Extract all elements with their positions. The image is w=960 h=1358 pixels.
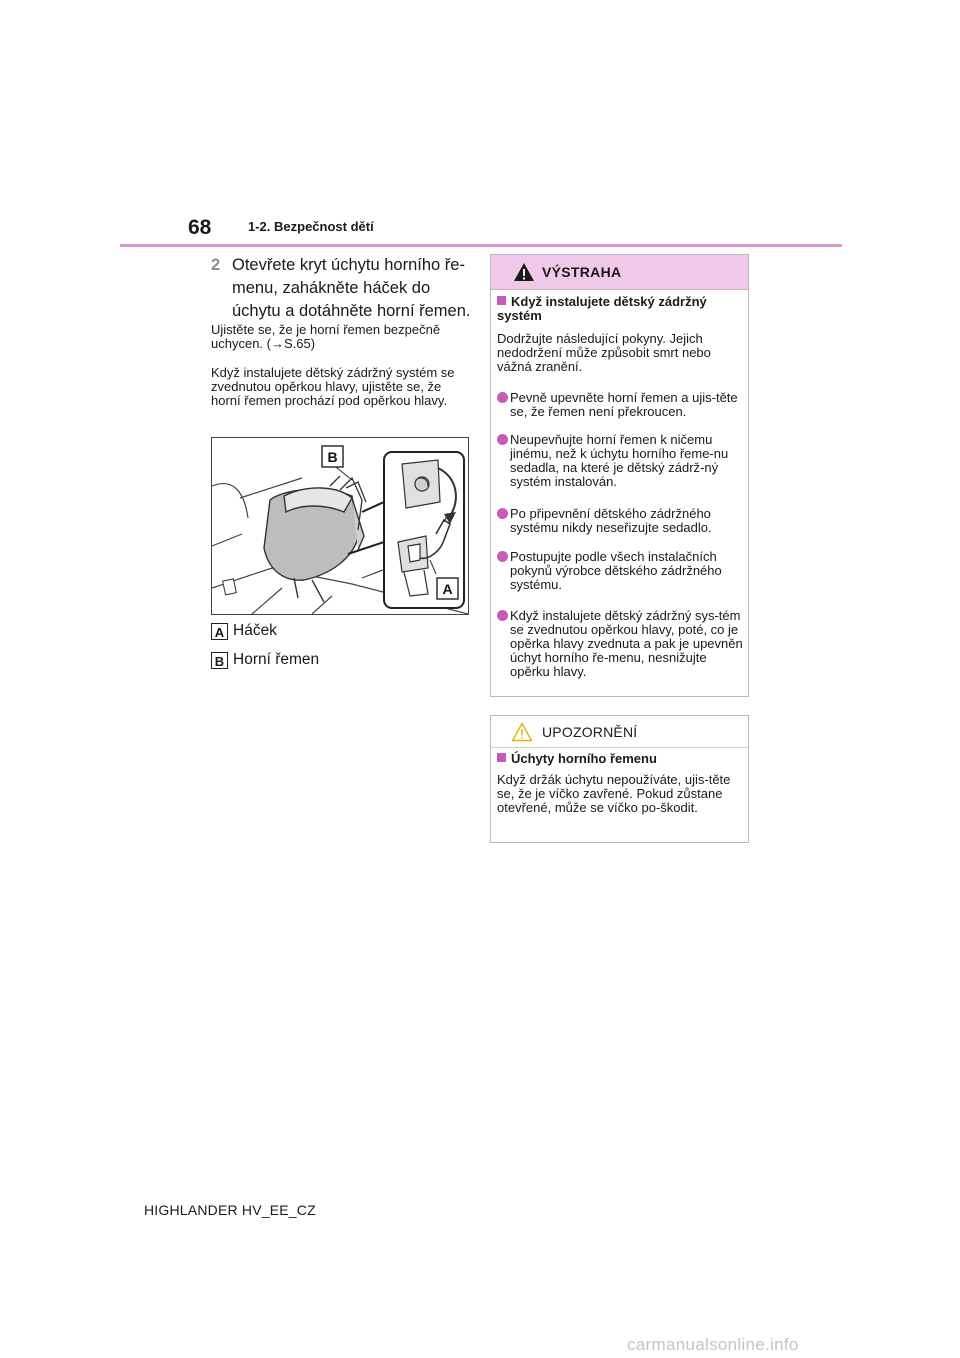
note-headrest: Když instalujete dětský zádržný systém se zvednutou opěrkou hlavy, ujistěte se, že horní řemen prochází pod opěrkou hlavy. [211,365,455,408]
step-number: 2 [211,256,221,274]
bullet-dot-icon [497,551,508,562]
warning-bullet-text: Pevně upevněte horní řemen a ujis-těte se, že řemen není překroucen. [510,390,738,419]
warning-bullet [497,609,744,679]
warning-heading [497,295,742,323]
warning-bullet-text: Po připevnění dětského zádržného systému nikdy neseřizujte sedadlo. [510,506,712,535]
legend-key-b: B [211,652,228,669]
warning-bullet [497,391,744,419]
note-secure-strap: Ujistěte se, že je horní řemen bezpečně uchycen. (→S.65) [211,322,441,351]
warning-heading-text: Když instalujete dětský zádržný systém [497,294,707,323]
caution-text: Když držák úchytu nepoužíváte, ujis-těte se, že je víčko zavřené. Pokud zůstane otevřené, může se víčko po-škodit. [497,772,731,815]
square-bullet-icon [497,296,506,305]
warning-triangle-icon [513,262,535,282]
caution-box [490,715,749,843]
legend-key-a: A [211,623,228,640]
warning-bullet [497,433,744,489]
legend-item-strap [211,651,319,671]
legend-label-hook: Háček [233,622,277,639]
warning-bullet [497,550,744,592]
watermark: carmanualsonline.info [627,1335,799,1354]
warning-box [490,254,749,697]
square-bullet-icon [497,753,506,762]
caution-triangle-icon [511,722,533,742]
warning-title: VÝSTRAHA [542,264,622,280]
callout-b: B [327,449,338,465]
caution-heading-text: Úchyty horního řemenu [511,751,657,766]
page-number: 68 [188,216,212,239]
caution-heading [497,752,742,766]
header-rule [120,244,842,247]
warning-bullet-text: Neupevňujte horní řemen k ničemu jinému, než k úchytu horního řeme-nu sedadla, na které je dětský zádrž-ný systém instalován. [510,432,729,489]
warning-intro: Dodržujte následující pokyny. Jejich nedodržení může způsobit smrt nebo vážná zranění. [497,331,711,374]
section-title: 1-2. Bezpečnost dětí [248,219,374,234]
footer-model: HIGHLANDER HV_EE_CZ [144,1202,316,1218]
warning-bullet-text: Když instalujete dětský zádržný sys-tém se zvednutou opěrkou hlavy, poté, co je opěrka hlavy zvednuta a pak je upevněn úchyt horního ře-menu, nesnižujte opěrku hlavy. [510,608,743,679]
caution-header [491,716,748,748]
legend-item-hook [211,622,277,642]
bullet-dot-icon [497,434,508,445]
bullet-dot-icon [497,610,508,621]
bullet-dot-icon [497,508,508,519]
illustration-top-tether [211,437,469,615]
caution-title: UPOZORNĚNÍ [542,724,638,740]
illustration-svg [212,438,468,614]
step-2 [211,254,471,323]
warning-bullet-text: Postupujte podle všech instalačních pokynů výrobce dětského zádržného systému. [510,549,722,592]
step-text: Otevřete kryt úchytu horního ře-menu, zahákněte háček do úchytu a dotáhněte horní řemen. [232,256,471,320]
bullet-dot-icon [497,392,508,403]
warning-header [491,255,748,290]
legend-label-strap: Horní řemen [233,651,320,668]
warning-bullet [497,507,744,535]
callout-a: A [442,581,453,597]
